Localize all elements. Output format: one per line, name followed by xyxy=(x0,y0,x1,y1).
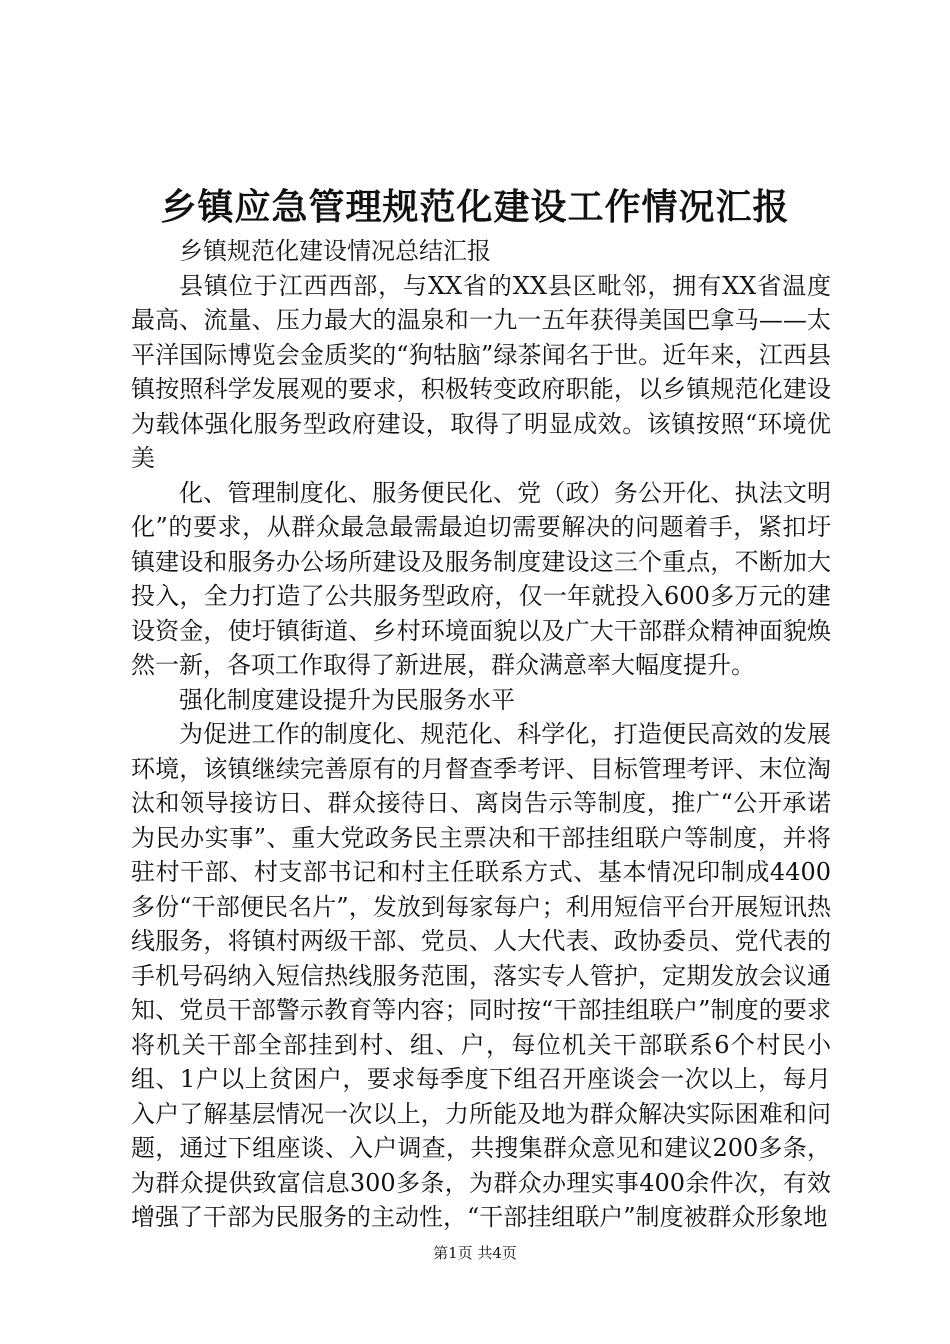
document-title: 乡镇应急管理规范化建设工作情况汇报 xyxy=(160,187,790,228)
document-body xyxy=(131,234,831,1235)
body-paragraph: 县镇位于江西西部，与XX省的XX县区毗邻，拥有XX省温度最高、流量、压力最大的温泉和一九一五年获得美国巴拿马——太平洋国际博览会金质奖的“狗牯脑”绿茶闻名于世。近年来，江西县镇按照科学发展观的要求，积极转变政府职能，以乡镇规范化建设为载体强化服务型政府建设，取得了明显成效。该镇按照“环境优美 xyxy=(131,271,831,472)
section-heading: 强化制度建设提升为民服务水平 xyxy=(179,685,515,714)
page-number-footer: 第1页 共4页 xyxy=(433,1244,517,1262)
body-paragraph: 为促进工作的制度化、规范化、科学化，打造便民高效的发展环境，该镇继续完善原有的月督查季考评、目标管理考评、末位淘汰和领导接访日、群众接待日、离岗告示等制度，推广“公开承诺为民办实事”、重大党政务民主票决和干部挂组联户等制度，并将驻村干部、村支部书记和村主任联系方式、基本情况印制成4400多份“干部便民名片”，发放到每家每户；利用短信平台开展短讯热线服务，将镇村两级干部、党员、人大代表、政协委员、党代表的手机号码纳入短信热线服务范围，落实专人管护，定期发放会议通知、党员干部警示教育等内容；同时按“干部挂组联户”制度的要求将机关干部全部挂到村、组、户，每位机关干部联系6个村民小组、1户以上贫困户，要求每季度下组召开座谈会一次以上，每月入户了解基层情况一次以上，力所能及地为群众解决实际困难和问题，通过下组座谈、入户调查，共搜集群众意见和建议200多条，为群众提供致富信息300多条，为群众办理实事400余件次，有效增强了干部为民服务的主动性，“干部挂组联户”制度被群众形象地 xyxy=(131,720,831,1231)
body-paragraph: 化、管理制度化、服务便民化、党（政）务公开化、执法文明化”的要求，从群众最急最需最迫切需要解决的问题着手，紧扣圩镇建设和服务办公场所建设及服务制度建设这三个重点，不断加大投入，全力打造了公共服务型政府，仅一年就投入600多万元的建设资金，使圩镇街道、乡村环境面貌以及广大干部群众精神面貌焕然一新，各项工作取得了新进展，群众满意率大幅度提升。 xyxy=(131,478,831,679)
section-heading: 乡镇规范化建设情况总结汇报 xyxy=(179,237,491,265)
